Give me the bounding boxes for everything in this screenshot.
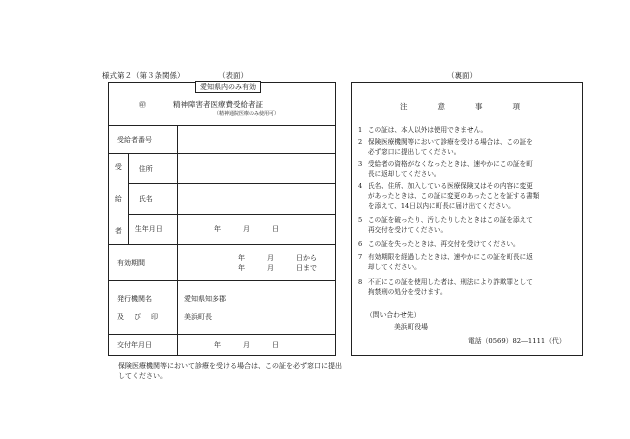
note-4: 4 氏名、住所、加入している医療保険又はその内容に変更 があったときは、この証に変更のあったことを証する書類 を添えて、14日以内に町長に届け出てください。 [358, 182, 540, 210]
valid-area-label: 愛知県内のみ有効 [195, 81, 261, 93]
certificate-subtitle: （精神通院医療のみ使用可） [214, 111, 280, 117]
recipient-group-label: 受 給 者 [109, 154, 128, 245]
front-note: 保険医療機関等において診療を受ける場合は、この証を必ず窓口に提出してください。 [118, 362, 342, 380]
address-label: 住所 [128, 154, 177, 184]
note-5: 5 この証を破ったり、汚したりしたときはこの証を添えて 再交付を受けてください。 [358, 216, 533, 234]
back-side-label: （裏面） [447, 71, 477, 80]
inquiry-label: （問い合わせ先） [366, 311, 421, 319]
seal-mark: ㊞ [139, 101, 146, 109]
note-2: 2 保険医療機関等において診療を受ける場合は、この証を 必ず窓口に提出してください。 [358, 138, 533, 156]
note-7: 7 有効期限を経過したときは、速やかにこの証を町長に返 却してください。 [358, 253, 533, 271]
name-value [178, 184, 336, 214]
issuer-value: 愛知県知多郡 美浜町長 [178, 281, 336, 335]
address-value [178, 154, 336, 184]
birth-date-label: 生年月日 [128, 214, 177, 244]
issuer-label: 発行機関名 及 び 印 [109, 281, 178, 335]
note-3: 3 受給者の資格がなくなったときは、速やかにこの証を町 長に返却してください。 [358, 160, 533, 178]
front-card [108, 82, 336, 356]
issue-date-value: 年 月 日 [178, 335, 336, 355]
office-name: 美浜町役場 [394, 323, 428, 331]
form-number: 様式第２（第３条関係） [102, 71, 185, 80]
front-side-label: （表面） [218, 71, 248, 80]
validity-period-label: 有効期間 [109, 245, 178, 281]
back-card [351, 82, 583, 356]
note-6: 6 この証を失ったときは、再交付を受けてください。 [358, 240, 520, 248]
birth-date-value: 年 月 日 [178, 214, 336, 244]
validity-period-value: 年 月 日から 年 月 日まで [178, 245, 336, 281]
note-8: 8 不正にこの証を使用した者は、刑法により詐欺罪として 拘禁刑の処分を受けます。 [358, 278, 533, 296]
notes-heading: 注 意 事 項 [400, 102, 520, 111]
recipient-number-value [178, 126, 336, 154]
recipient-number-label: 受給者番号 [109, 126, 178, 154]
office-phone: 電話（0569）82―1111（代） [468, 337, 566, 345]
note-1: 1 この証は、本人以外は使用できません。 [358, 126, 488, 134]
certificate-title: 精神障害者医療費受給者証 [173, 100, 263, 109]
issue-date-label: 交付年月日 [109, 335, 178, 355]
name-label: 氏名 [128, 184, 177, 214]
certificate-table [109, 125, 335, 355]
